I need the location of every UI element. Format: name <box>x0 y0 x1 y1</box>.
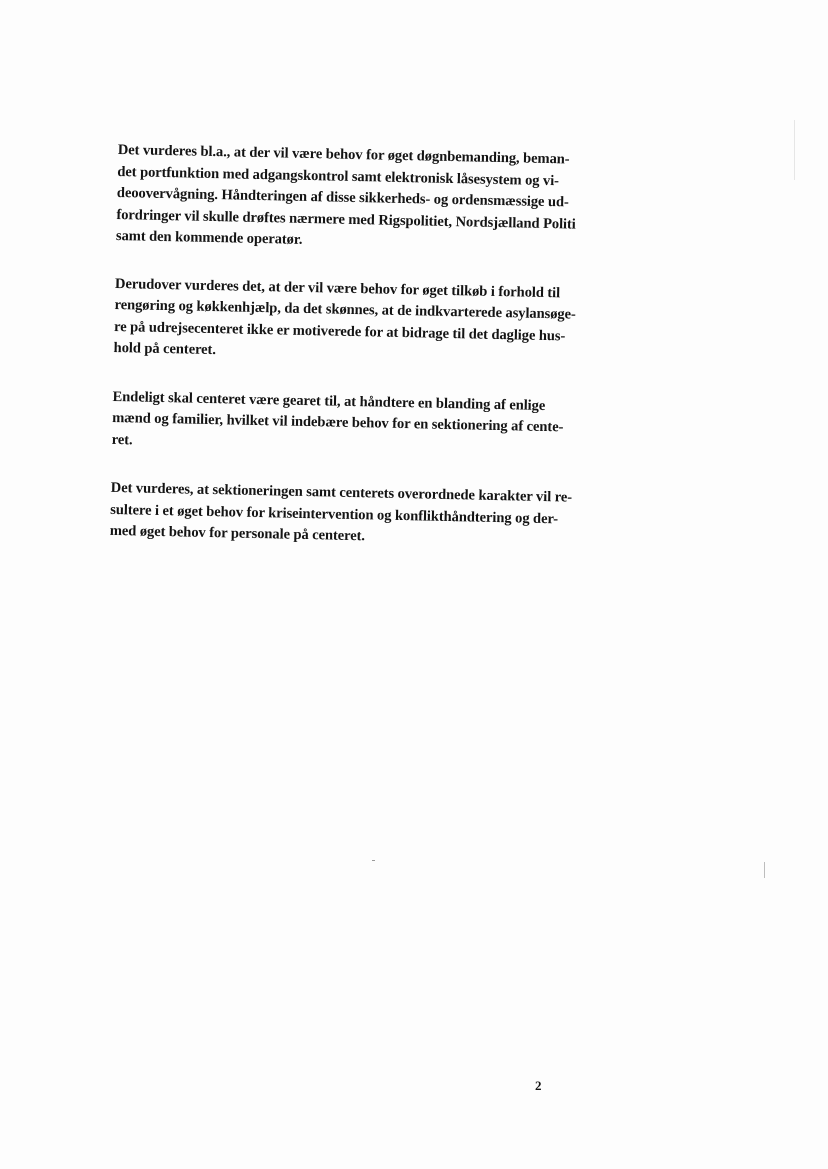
text-line: Derudover vurderes det, at der vil være behov for øget tilkøb i forhold til <box>114 275 561 301</box>
text-line: ret. <box>111 431 133 448</box>
paragraph-sectioning <box>111 386 582 460</box>
scan-artifact <box>794 120 795 180</box>
paragraph-personnel <box>110 478 581 552</box>
text-line: deoovervågning. Håndteringen af disse sikkerheds- og ordensmæssige ud- <box>116 184 569 211</box>
text-line: det portfunktion med adgangskontrol samt elektronisk låsesystem og vi- <box>117 163 560 189</box>
text-line: med øget behov for personale på centeret. <box>109 522 366 545</box>
text-line: Endeligt skal centeret være gearet til, at håndtere en blanding af enlige <box>112 388 546 414</box>
text-line: re på udrejsecenteret ikke er motiverede for at bidrage til det daglige hus- <box>113 318 566 344</box>
text-line: Det vurderes bl.a., at der vil være behov for øget døgnbemanding, beman- <box>117 141 570 168</box>
text-line: sultere i et øget behov for kriseintervention og konflikthåndtering og der- <box>110 501 559 527</box>
text-line: hold på centeret. <box>113 339 216 359</box>
text-line: Det vurderes, at sektioneringen samt centerets overordnede karakter vil re- <box>110 479 573 506</box>
scan-artifact <box>372 860 375 861</box>
text-line: samt den kommende operatør. <box>115 227 303 248</box>
page-number: 2 <box>535 1078 542 1093</box>
text-line: rengøring og køkkenhjælp, da det skønnes, at de indkvarterede asylansøge- <box>114 296 576 323</box>
paragraph-cleaning <box>113 273 585 369</box>
body-text <box>110 140 588 552</box>
paragraph-staffing <box>116 140 588 257</box>
text-line: fordringer vil skulle drøftes nærmere med Rigspolitiet, Nordsjælland Politi <box>116 206 576 233</box>
scan-artifact <box>764 862 765 878</box>
text-line: mænd og familier, hvilket vil indebære behov for en sektionering af cente- <box>112 409 564 436</box>
